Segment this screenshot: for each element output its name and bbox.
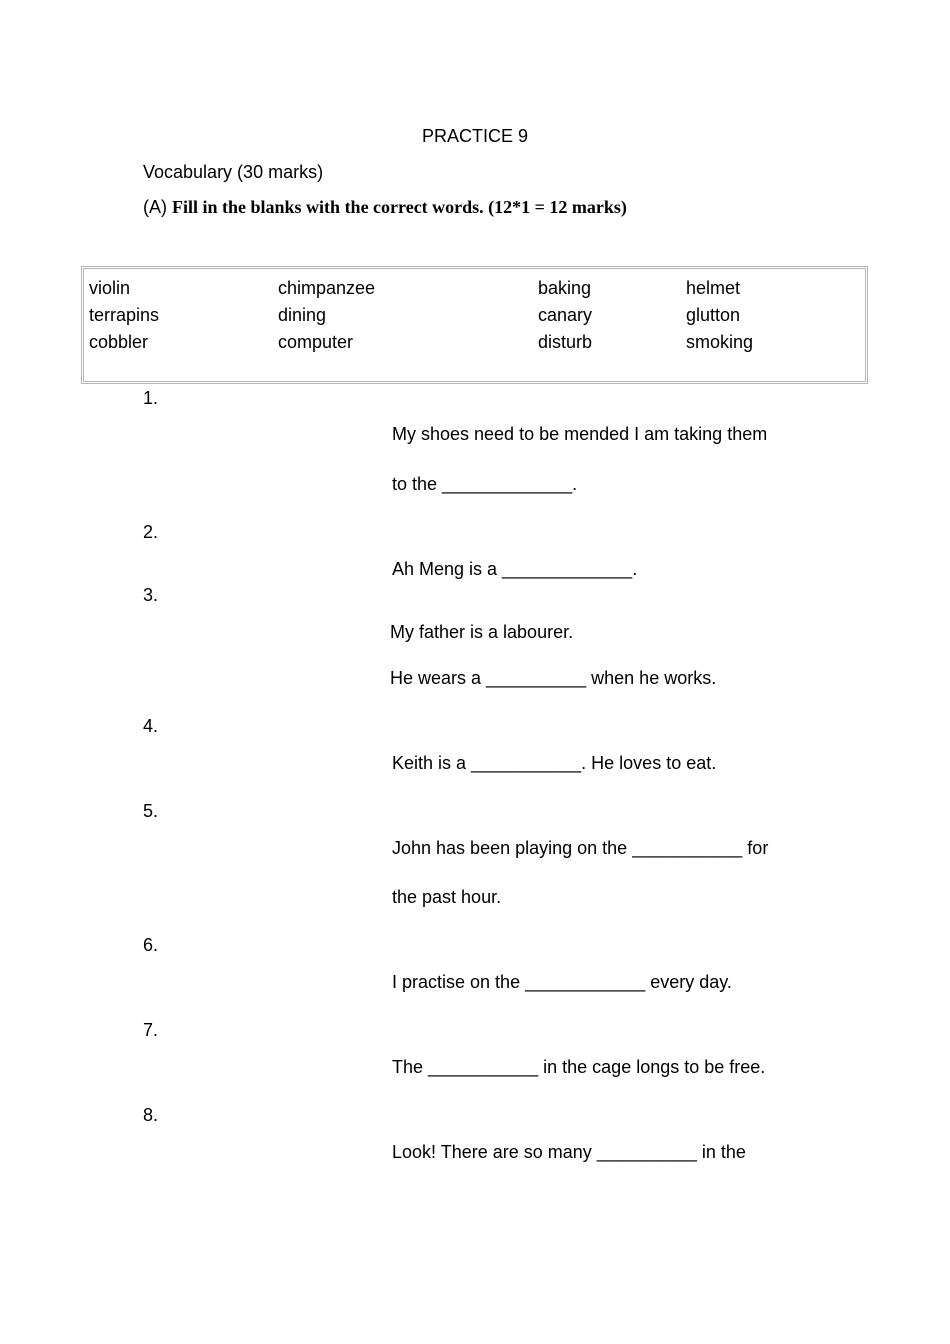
section-a-label: (A) <box>143 197 167 217</box>
question-2-number: 2. <box>143 522 159 542</box>
word-bank-item: terrapins <box>89 305 160 325</box>
question-1-number: 1. <box>143 388 159 408</box>
word-bank-item: baking <box>538 278 592 298</box>
word-bank-item: canary <box>538 305 593 325</box>
question-6-number: 6. <box>143 935 159 955</box>
section-a-heading <box>143 197 627 218</box>
question-1-line-1: My shoes need to be mended I am taking them <box>392 424 768 444</box>
question-3-number: 3. <box>143 585 159 605</box>
question-7-line-1: The ___________ in the cage longs to be free. <box>392 1057 766 1077</box>
word-bank-item: disturb <box>538 332 593 352</box>
word-bank-item: helmet <box>686 278 741 298</box>
question-1-line-2: to the _____________. <box>392 474 578 494</box>
question-5-line-2: the past hour. <box>392 887 502 907</box>
word-bank-item: computer <box>278 332 354 352</box>
question-7-number: 7. <box>143 1020 159 1040</box>
question-3-line-1: My father is a labourer. <box>390 622 574 642</box>
word-bank-item: dining <box>278 305 327 325</box>
word-bank-box <box>81 266 868 384</box>
question-4-line-1: Keith is a ___________. He loves to eat. <box>392 753 717 773</box>
question-3-line-2: He wears a __________ when he works. <box>390 668 717 688</box>
question-4-number: 4. <box>143 716 159 736</box>
question-2-line-1: Ah Meng is a _____________. <box>392 559 638 579</box>
word-bank-item: glutton <box>686 305 741 325</box>
question-5-line-1: John has been playing on the ___________ for <box>392 838 769 858</box>
question-6-line-1: I practise on the ____________ every day. <box>392 972 732 992</box>
page-title: PRACTICE 9 <box>421 126 529 146</box>
question-8-line-1: Look! There are so many __________ in the <box>392 1142 746 1162</box>
question-5-number: 5. <box>143 801 159 821</box>
question-8-number: 8. <box>143 1105 159 1125</box>
word-bank-item: cobbler <box>89 332 149 352</box>
word-bank-item: violin <box>89 278 131 298</box>
word-bank-item: chimpanzee <box>278 278 376 298</box>
section-a-instruction: Fill in the blanks with the correct words. (12*1 = 12 marks) <box>172 197 627 217</box>
vocabulary-heading: Vocabulary (30 marks) <box>143 162 324 182</box>
word-bank-item: smoking <box>686 332 754 352</box>
